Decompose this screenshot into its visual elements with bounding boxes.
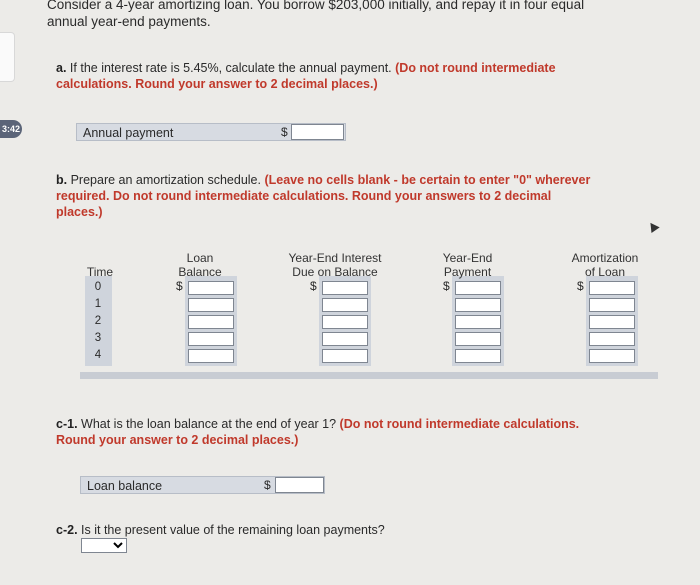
amortization-input-1[interactable] (589, 298, 635, 312)
interest-input-1[interactable] (322, 298, 368, 312)
time-row-0: 0 (94, 281, 102, 293)
part-b-text: Prepare an amortization schedule. (70, 173, 261, 187)
loan-balance-input-3[interactable] (188, 332, 234, 346)
time-row-4: 4 (94, 349, 102, 361)
mouse-cursor-icon (646, 220, 659, 233)
problem-intro: Consider a 4-year amortizing loan. You borrow $203,000 initially, and repay it in four equal annual year-end payments. (47, 0, 585, 29)
timer-badge: 3:42 (0, 120, 22, 138)
loan-balance-input-1[interactable] (188, 298, 234, 312)
payment-input-4[interactable] (455, 349, 501, 363)
payment-input-3[interactable] (455, 332, 501, 346)
payment-input-1[interactable] (455, 298, 501, 312)
part-c1-text: What is the loan balance at the end of year 1? (81, 417, 337, 431)
loan-balance-input-0[interactable] (188, 281, 234, 295)
loan-balance-input-2[interactable] (188, 315, 234, 329)
part-b-question (56, 172, 596, 220)
part-a-label: a. (56, 61, 67, 75)
part-c2-text: Is it the present value of the remaining loan payments? (81, 523, 385, 537)
payment-input-0[interactable] (455, 281, 501, 295)
header-interest: Year-End Interest Due on Balance (288, 251, 382, 279)
part-b-note: (Leave no cells blank - be certain to enter "0" wherever required. Do not round intermediate calculations. Round your answers to 2 decimal places.) (56, 173, 591, 219)
annual-payment-label: Annual payment (83, 126, 174, 140)
payment-input-2[interactable] (455, 315, 501, 329)
amortization-input-3[interactable] (589, 332, 635, 346)
payment-currency: $ (443, 279, 450, 293)
table-footer-strip (80, 372, 658, 379)
part-a-question (56, 60, 591, 92)
time-row-1: 1 (94, 298, 102, 310)
loan-balance-field-currency: $ (264, 478, 271, 492)
header-amortization: Amortization of Loan (571, 251, 639, 279)
loan-balance-currency: $ (176, 279, 183, 293)
part-a-note: (Do not round intermediate calculations. Round your answer to 2 decimal places.) (56, 61, 556, 91)
interest-currency: $ (310, 279, 317, 293)
part-c1-note: (Do not round intermediate calculations. Round your answer to 2 decimal places.) (56, 417, 580, 447)
part-b-label: b. (56, 173, 68, 187)
amortization-input-2[interactable] (589, 315, 635, 329)
time-row-2: 2 (94, 315, 102, 327)
amortization-currency: $ (577, 279, 584, 293)
amortization-input-0[interactable] (589, 281, 635, 295)
header-payment: Year-End Payment (442, 251, 493, 279)
annual-payment-currency: $ (281, 125, 288, 139)
interest-input-0[interactable] (322, 281, 368, 295)
loan-balance-label: Loan balance (87, 479, 163, 493)
part-c1-label: c-1. (56, 417, 78, 431)
header-time: Time (86, 265, 114, 279)
annual-payment-input[interactable] (291, 124, 344, 140)
part-c2-label: c-2. (56, 523, 78, 537)
interest-input-3[interactable] (322, 332, 368, 346)
loan-balance-input-4[interactable] (188, 349, 234, 363)
header-loan-balance: Loan Balance (178, 251, 222, 279)
interest-input-4[interactable] (322, 349, 368, 363)
time-row-3: 3 (94, 332, 102, 344)
part-c2-question (56, 522, 601, 538)
present-value-select[interactable] (81, 538, 127, 553)
part-a-text: If the interest rate is 5.45%, calculate the annual payment. (69, 61, 392, 75)
amortization-input-4[interactable] (589, 349, 635, 363)
side-tab[interactable] (0, 32, 15, 82)
part-c1-question (56, 416, 601, 448)
interest-input-2[interactable] (322, 315, 368, 329)
loan-balance-field-input[interactable] (275, 477, 324, 493)
